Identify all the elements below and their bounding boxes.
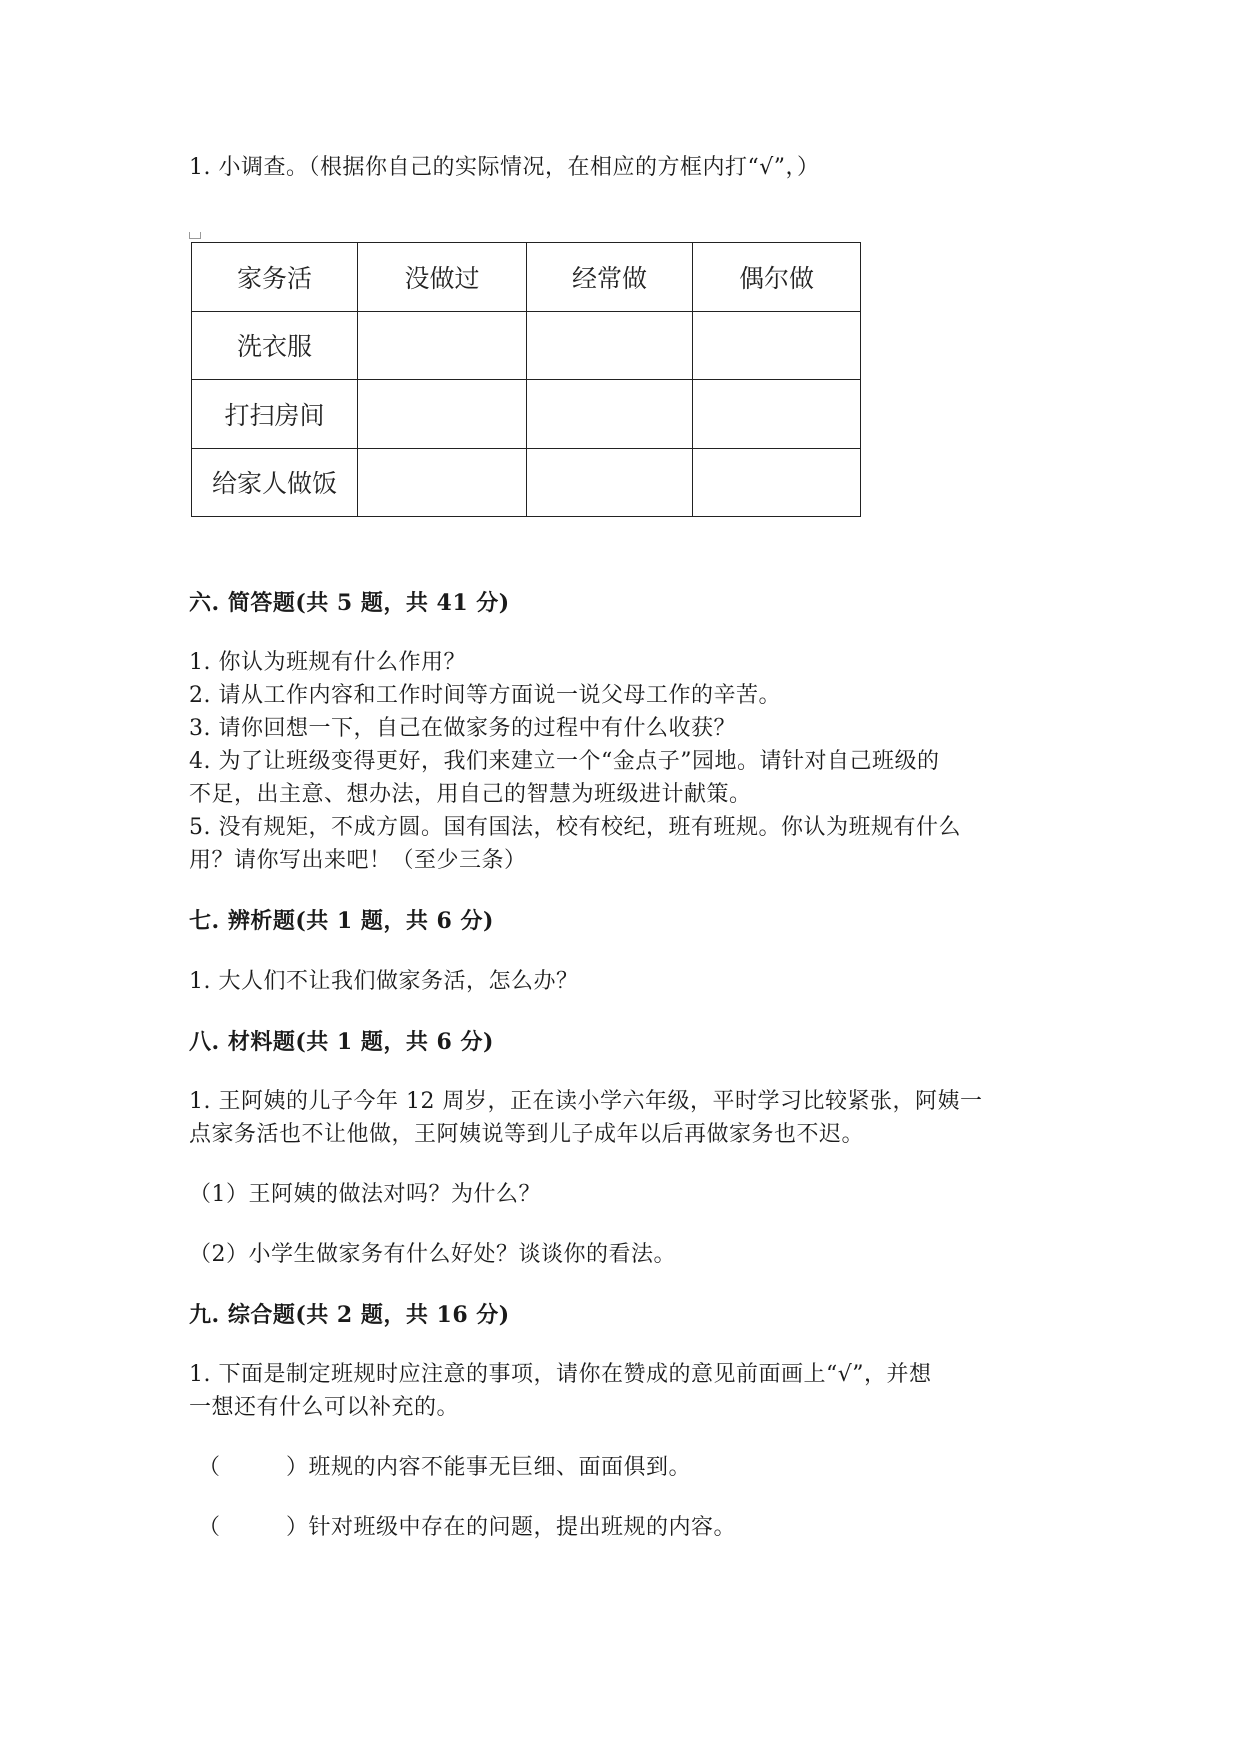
section6-question-5-line2: 用？请你写出来吧！（至少三条）	[189, 848, 527, 873]
section8-subquestion-2: （2）小学生做家务有什么好处？谈谈你的看法。	[189, 1242, 676, 1267]
survey-intro: 1. 小调查。（根据你自己的实际情况，在相应的方框内打“√”，）	[189, 155, 820, 180]
checkbox-cell[interactable]	[693, 311, 861, 380]
section9-item-2	[198, 1513, 736, 1543]
section9-item-2-text: 针对班级中存在的问题，提出班规的内容。	[308, 1515, 737, 1540]
section6-heading: 六. 简答题(共 5 题，共 41 分)	[189, 590, 510, 616]
checkbox-cell[interactable]	[693, 380, 861, 449]
checkbox-cell[interactable]	[527, 311, 693, 380]
row-label-cooking: 给家人做饭	[192, 448, 358, 517]
checkbox-cell[interactable]	[358, 380, 527, 449]
section6-question-4-line1: 4. 为了让班级变得更好，我们来建立一个“金点子”园地。请针对自己班级的	[189, 749, 940, 774]
section9-question-1-line2: 一想还有什么可以补充的。	[189, 1395, 460, 1420]
checkbox-cell[interactable]	[527, 380, 693, 449]
section8-subquestion-1: （1）王阿姨的做法对吗？为什么？	[189, 1182, 541, 1207]
section9-heading: 九. 综合题(共 2 题，共 16 分)	[189, 1302, 510, 1328]
table-header-row	[192, 243, 861, 312]
section9-item-1	[198, 1453, 691, 1483]
table-row	[192, 448, 861, 517]
section8-question-1-line1: 1. 王阿姨的儿子今年 12 周岁，正在读小学六年级，平时学习比较紧张，阿姨一	[189, 1089, 983, 1114]
section6-question-4-line2: 不足，出主意、想办法，用自己的智慧为班级进计献策。	[189, 782, 752, 807]
section6-question-1: 1. 你认为班规有什么作用？	[189, 650, 466, 675]
checkbox-cell[interactable]	[358, 448, 527, 517]
table-anchor-mark	[189, 232, 201, 239]
answer-blank-close: ）	[286, 1455, 309, 1480]
answer-blank-open[interactable]: （	[198, 1455, 221, 1480]
chores-survey-table	[191, 242, 861, 517]
section6-question-5-line1: 5. 没有规矩，不成方圆。国有国法，校有校纪，班有班规。你认为班规有什么	[189, 815, 961, 840]
answer-blank-close: ）	[286, 1515, 309, 1540]
row-label-cleaning: 打扫房间	[192, 380, 358, 449]
table-row	[192, 311, 861, 380]
checkbox-cell[interactable]	[527, 448, 693, 517]
table-row	[192, 380, 861, 449]
section9-question-1-line1: 1. 下面是制定班规时应注意的事项，请你在赞成的意见前面画上“√”，并想	[189, 1362, 932, 1387]
checkbox-cell[interactable]	[693, 448, 861, 517]
section7-heading: 七. 辨析题(共 1 题，共 6 分)	[189, 908, 494, 934]
section8-heading: 八. 材料题(共 1 题，共 6 分)	[189, 1029, 494, 1055]
section6-question-3: 3. 请你回想一下，自己在做家务的过程中有什么收获？	[189, 716, 736, 741]
answer-blank-open[interactable]: （	[198, 1515, 221, 1540]
header-never: 没做过	[358, 243, 527, 312]
header-often: 经常做	[527, 243, 693, 312]
section6-question-2: 2. 请从工作内容和工作时间等方面说一说父母工作的辛苦。	[189, 683, 781, 708]
header-chore: 家务活	[192, 243, 358, 312]
section9-item-1-text: 班规的内容不能事无巨细、面面俱到。	[308, 1455, 692, 1480]
row-label-laundry: 洗衣服	[192, 311, 358, 380]
checkbox-cell[interactable]	[358, 311, 527, 380]
section7-question-1: 1. 大人们不让我们做家务活，怎么办？	[189, 969, 579, 994]
section8-question-1-line2: 点家务活也不让他做，王阿姨说等到儿子成年以后再做家务也不迟。	[189, 1122, 865, 1147]
header-sometimes: 偶尔做	[693, 243, 861, 312]
